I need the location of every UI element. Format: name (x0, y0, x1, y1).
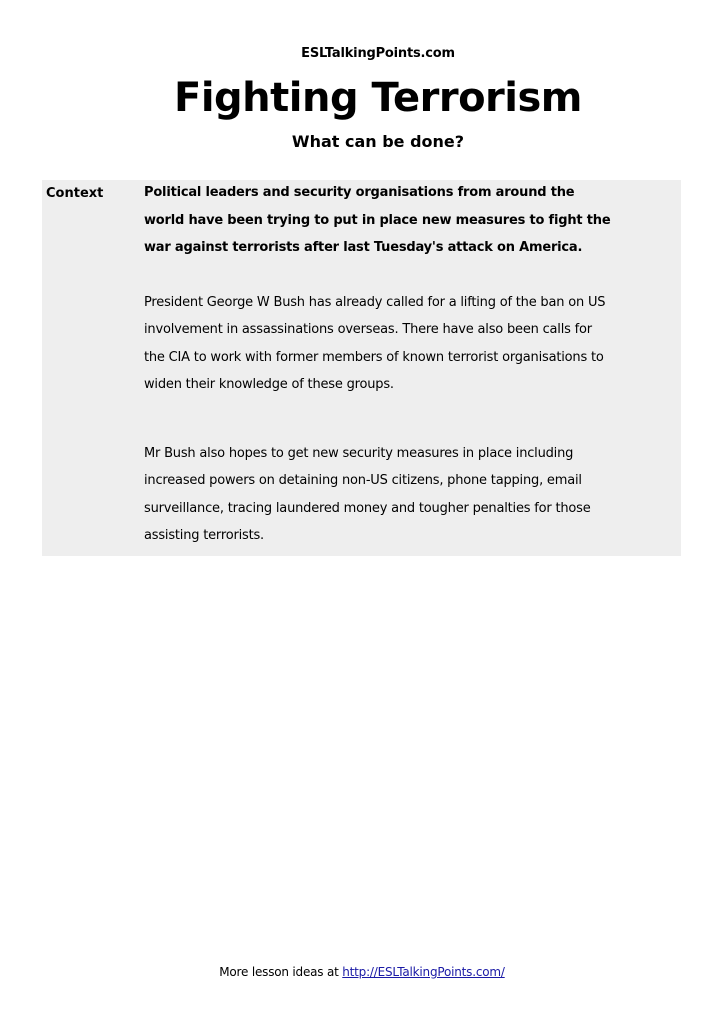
context-label: Context (46, 186, 104, 201)
context-body (144, 179, 616, 550)
site-name: ESLTalkingPoints.com (301, 46, 455, 61)
context-paragraph-lead: Political leaders and security organisations from around the world have been trying to put in place new measures to fight the war against terrorists after last Tuesday's attack on America. (144, 185, 611, 255)
footer (0, 965, 724, 979)
footer-prefix: More lesson ideas at (219, 965, 339, 979)
context-paragraph: Mr Bush also hopes to get new security measures in place including increased powers on detaining non-US citizens, phone tapping, email surveillance, tracing laundered money and tougher penalties for those assisting terrorists. (144, 445, 591, 543)
footer-link[interactable]: http://ESLTalkingPoints.com/ (342, 965, 505, 979)
context-paragraph: President George W Bush has already called for a lifting of the ban on US involvement in assassinations overseas. There have also been calls for the CIA to work with former members of known terrorist organisations to widen their knowledge of these groups. (144, 294, 606, 392)
page-title: Fighting Terrorism (174, 75, 582, 121)
page-subtitle: What can be done? (291, 132, 465, 151)
